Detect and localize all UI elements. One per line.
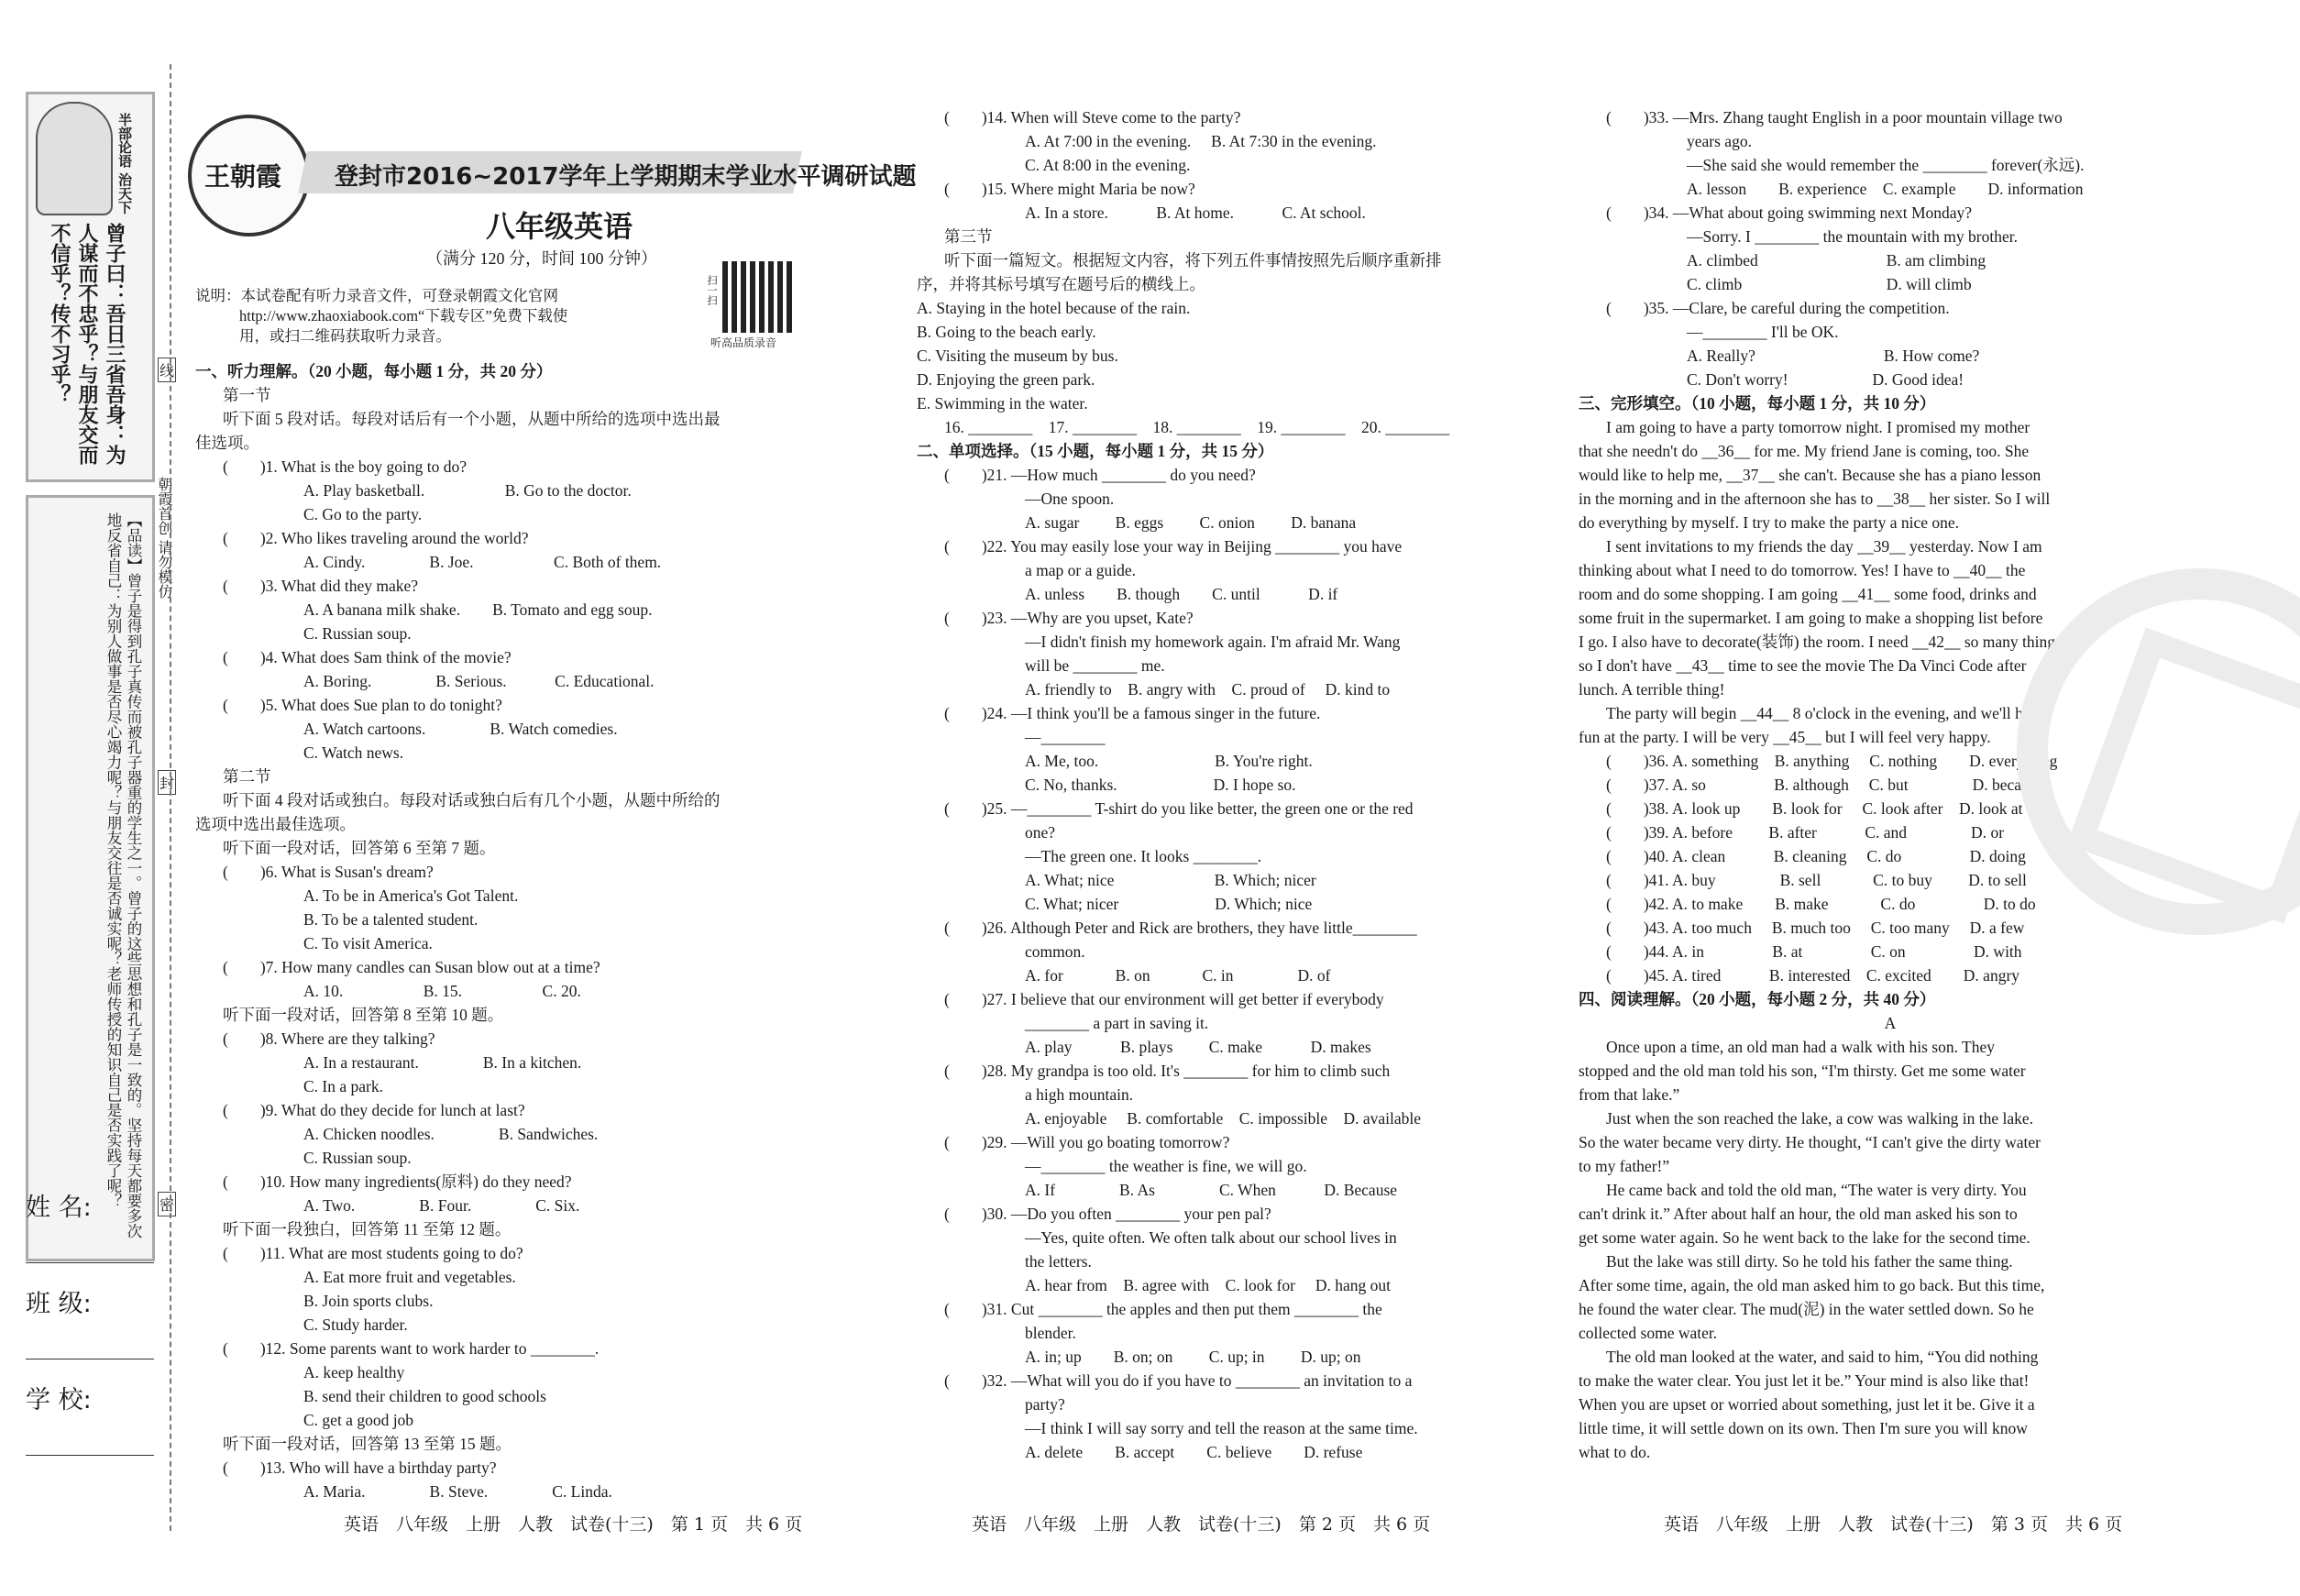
- page3-line: in the morning and in the afternoon she has to __38__ her sister. So I will: [1579, 490, 2051, 508]
- school-label: 学 校:: [26, 1386, 92, 1414]
- page3-line: 三、完形填空。（10 小题，每小题 1 分，共 10 分）: [1579, 394, 1936, 413]
- page1-line: C. Watch news.: [303, 743, 404, 762]
- page3-line: ( )34. —What about going swimming next Monday?: [1606, 204, 1973, 222]
- page1-line: A. Cindy. B. Joe. C. Both of them.: [303, 553, 662, 571]
- page1-line: A. Boring. B. Serious. C. Educational.: [303, 672, 655, 690]
- page1-line: ( )8. Where are they talking?: [223, 1029, 435, 1048]
- page2-line: C. Visiting the museum by bus.: [917, 347, 1118, 365]
- page3-line: that she needn't do __36__ for me. My friend Jane is coming, too. She: [1579, 442, 2030, 460]
- page1-line: A. keep healthy: [303, 1363, 405, 1381]
- page3-line: to my father!”: [1579, 1157, 1670, 1175]
- page2-line: —I think I will say sorry and tell the reason at the same time.: [1025, 1419, 1418, 1437]
- page1-line: 第二节: [223, 767, 271, 786]
- strip-quote: 曾子曰：吾日三省吾身：为人谋而不忠乎？与朋友交而不信乎？传不习乎？: [48, 223, 126, 465]
- exam-score-time: （满分 120 分，时间 100 分钟）: [426, 249, 657, 268]
- page3-line: he found the water clear. The mud(泥) in the water settled down. So he: [1579, 1300, 2034, 1318]
- page3-line: He came back and told the old man, “The water is very dirty. You: [1606, 1181, 2027, 1199]
- strip-side-b: 【品读】曾子是得到孔子真传而被孔子器重的学生之一。曾子的这些思想和孔子是一致的。坚持每天都要多次地反省自己：为别人做事是否尽心竭力呢？与朋友交往是否诚实呢？老师传授的知识自己是否实践了呢？: [105, 512, 142, 1238]
- page3-line: thinking about what I need to do tomorrow. Yes! I have to __40__ the: [1579, 561, 2026, 579]
- page3-line: ( )33. —Mrs. Zhang taught English in a poor mountain village two: [1606, 108, 2063, 127]
- page3-line: ( )37. A. so B. although C. but D. because: [1606, 776, 2043, 794]
- seal-mark-1: 线: [158, 358, 176, 382]
- page2-line: will be ________ me.: [1025, 656, 1165, 675]
- page1-line: A. Maria. B. Steve. C. Linda.: [303, 1482, 612, 1501]
- page3-line: I go. I also have to decorate(装饰) the room. I need __42__ so many things,: [1579, 633, 2066, 651]
- page3-line: would like to help me, __37__ she can't. Because she has a piano lesson: [1579, 466, 2041, 484]
- page1-line: ( )2. Who likes traveling around the world?: [223, 529, 529, 547]
- page2-line: A. enjoyable B. comfortable C. impossible D. available: [1025, 1109, 1422, 1128]
- class-label: 班 级:: [26, 1290, 92, 1318]
- page3-line: —Sorry. I ________ the mountain with my brother.: [1687, 227, 2018, 246]
- page2-line: —I didn't finish my homework again. I'm afraid Mr. Wang: [1025, 633, 1401, 651]
- page2-line: A. Me, too. B. You're right.: [1025, 752, 1313, 770]
- page3-line: to make the water clear. You just let it be.” Your mind is also like that!: [1579, 1371, 2030, 1390]
- page3-line: collected some water.: [1579, 1324, 1718, 1342]
- page1-line: A. 10. B. 15. C. 20.: [303, 982, 581, 1000]
- page1-line: ( )9. What do they decide for lunch at last?: [223, 1101, 525, 1119]
- page2-line: A. delete B. accept C. believe D. refuse: [1025, 1443, 1363, 1461]
- page3-line: ( )36. A. something B. anything C. nothing D. everything: [1606, 752, 2058, 770]
- page3-line: so I don't have __43__ time to see the movie The Da Vinci Code after: [1579, 656, 2027, 675]
- page2-line: common.: [1025, 942, 1085, 961]
- page3-line: When you are upset or worried about something, just let it be. Give it a: [1579, 1395, 2035, 1414]
- page1-line: ( )13. Who will have a birthday party?: [223, 1458, 497, 1477]
- page2-line: 二、单项选择。（15 小题，每小题 1 分，共 15 分）: [917, 442, 1274, 460]
- page2-line: C. What; nicer D. Which; nice: [1025, 895, 1313, 913]
- page2-line: ( )22. You may easily lose your way in Beijing ________ you have: [944, 537, 1403, 556]
- page2-line: A. friendly to B. angry with C. proud of D. kind to: [1025, 680, 1391, 699]
- page1-line: ( )12. Some parents want to work harder to ________.: [223, 1339, 600, 1358]
- page3-line: do everything by myself. I try to make the party a nice one.: [1579, 513, 1960, 532]
- page2-line: A. If B. As C. When D. Because: [1025, 1181, 1398, 1199]
- exam-subject: 八年级英语: [486, 209, 633, 244]
- page3-line: what to do.: [1579, 1443, 1651, 1461]
- page1-line: A. Two. B. Four. C. Six.: [303, 1196, 580, 1215]
- cartoon-quote-box: [26, 92, 155, 482]
- page3-line: little time, it will settle down on its own. Then I'm sure you will know: [1579, 1419, 2028, 1437]
- page1-line: 选项中选出最佳选项。: [195, 815, 356, 833]
- page2-line: 第三节: [944, 227, 993, 246]
- page1-line: B. To be a talented student.: [303, 910, 479, 929]
- page1-line: ( )4. What does Sam think of the movie?: [223, 648, 512, 666]
- page1-line: ( )5. What does Sue plan to do tonight?: [223, 696, 502, 714]
- strip-top-vertical: 半部论语 治天下: [116, 113, 133, 215]
- school-field[interactable]: [26, 1418, 154, 1456]
- cut-line: [170, 64, 171, 1531]
- page2-line: 序，并将其标号填写在题号后的横线上。: [917, 275, 1205, 293]
- page2-line: ( )24. —I think you'll be a famous singer in the future.: [944, 704, 1321, 722]
- page3-line: A: [1884, 1014, 1897, 1032]
- seal-mark-3: 密: [158, 1192, 176, 1216]
- page2-line: ( )15. Where might Maria be now?: [944, 180, 1195, 198]
- page1-line: A. A banana milk shake. B. Tomato and egg soup.: [303, 600, 653, 619]
- page3-line: lunch. A terrible thing!: [1579, 680, 1725, 699]
- page1-line: 听下面一段独白，回答第 11 至第 12 题。: [223, 1220, 512, 1238]
- page3-line: C. climb D. will climb: [1687, 275, 1972, 293]
- page3-line: fun at the party. I will be very __45__ but I will feel very happy.: [1579, 728, 1991, 746]
- page2-line: —________: [1025, 728, 1106, 746]
- page2-line: —________ the weather is fine, we will go.: [1025, 1157, 1307, 1175]
- page2-line: the letters.: [1025, 1252, 1092, 1271]
- page2-line: 16. ________ 17. ________ 18. ________ 19. ________ 20. ________: [944, 418, 1450, 436]
- page-1-column: [195, 359, 819, 1503]
- page3-line: ( )43. A. too much B. much too C. too many D. a few: [1606, 919, 2025, 937]
- page2-line: ( )23. —Why are you upset, Kate?: [944, 609, 1194, 627]
- page2-line: A. Staying in the hotel because of the rain.: [917, 299, 1191, 317]
- page3-line: ( )45. A. tired B. interested C. excited D. angry: [1606, 966, 2020, 985]
- page3-line: Once upon a time, an old man had a walk with his son. They: [1606, 1038, 1995, 1056]
- page2-line: ( )29. —Will you go boating tomorrow?: [944, 1133, 1230, 1151]
- student-info: [26, 1187, 163, 1476]
- footer-page-1: 英语 八年级 上册 人教 试卷(十三) 第 1 页 共 6 页: [344, 1514, 803, 1535]
- page3-line: room and do some shopping. I am going __41__ some food, drinks and: [1579, 585, 2037, 603]
- page1-line: B. Join sports clubs.: [303, 1292, 434, 1310]
- footer-page-3: 英语 八年级 上册 人教 试卷(十三) 第 3 页 共 6 页: [1664, 1514, 2123, 1535]
- page1-line: B. send their children to good schools: [303, 1387, 546, 1405]
- page1-line: A. Chicken noodles. B. Sandwiches.: [303, 1125, 599, 1143]
- class-field[interactable]: [26, 1322, 154, 1359]
- page1-line: 一、听力理解。（20 小题，每小题 1 分，共 20 分）: [195, 362, 553, 380]
- exam-title: 登封市2016~2017学年上学期期末学业水平调研试题: [335, 163, 917, 191]
- page1-line: C. Russian soup.: [303, 624, 412, 643]
- page2-line: A. At 7:00 in the evening. B. At 7:30 in the evening.: [1025, 132, 1377, 150]
- page2-line: A. sugar B. eggs C. onion D. banana: [1025, 513, 1357, 532]
- page2-line: D. Enjoying the green park.: [917, 370, 1095, 389]
- page3-line: years ago.: [1687, 132, 1752, 150]
- explain-line: 用，或扫二维码获取听力录音。: [239, 327, 451, 345]
- page2-line: a high mountain.: [1025, 1085, 1134, 1104]
- qr-side-text: 扫一扫: [706, 275, 717, 305]
- page2-line: C. No, thanks. D. I hope so.: [1025, 776, 1296, 794]
- explain-line: 说明：本试卷配有听力录音文件，可登录朝霞文化官网: [195, 287, 558, 304]
- page2-line: ( )28. My grandpa is too old. It's ________ for him to climb such: [944, 1062, 1391, 1080]
- page2-line: one?: [1025, 823, 1056, 842]
- page2-line: ( )26. Although Peter and Rick are brothers, they have little________: [944, 919, 1417, 937]
- page1-line: C. Go to the party.: [303, 505, 423, 523]
- page3-line: ( )41. A. buy B. sell C. to buy D. to sell: [1606, 871, 2027, 889]
- page1-line: C. In a park.: [303, 1077, 383, 1095]
- explain-line: http://www.zhaoxiabook.com“下载专区”免费下载使: [239, 307, 568, 325]
- page3-line: I am going to have a party tomorrow night. I promised my mother: [1606, 418, 2030, 436]
- page2-line: ( )27. I believe that our environment will get better if everybody: [944, 990, 1384, 1008]
- page1-line: ( )11. What are most students going to do?: [223, 1244, 523, 1262]
- page1-line: 听下面一段对话，回答第 6 至第 7 题。: [223, 839, 496, 857]
- page2-line: ( )14. When will Steve come to the party?: [944, 108, 1241, 127]
- page1-line: C. Study harder.: [303, 1315, 408, 1334]
- page2-line: A. in; up B. on; on C. up; in D. up; on: [1025, 1348, 1361, 1366]
- page-2-column: [917, 105, 1513, 1464]
- page3-line: The old man looked at the water, and said to him, “You did nothing: [1606, 1348, 2039, 1366]
- page3-line: Just when the son reached the lake, a cow was walking in the lake.: [1606, 1109, 2034, 1128]
- page2-line: A. play B. plays C. make D. makes: [1025, 1038, 1371, 1056]
- qr-code-icon[interactable]: [722, 261, 794, 333]
- page2-line: ( )31. Cut ________ the apples and then put them ________ the: [944, 1300, 1382, 1318]
- page2-line: A. unless B. though C. until D. if: [1025, 585, 1338, 603]
- page1-line: A. To be in America's Got Talent.: [303, 886, 519, 905]
- page1-line: 佳选项。: [195, 434, 259, 452]
- page3-line: But the lake was still dirty. So he told his father the same thing.: [1606, 1252, 2013, 1271]
- publisher-logo: [188, 115, 310, 237]
- page2-line: ________ a part in saving it.: [1025, 1014, 1209, 1032]
- page3-line: A. Really? B. How come?: [1687, 347, 1980, 365]
- page3-line: some fruit in the supermarket. I am going to make a shopping list before: [1579, 609, 2043, 627]
- page2-line: ( )30. —Do you often ________ your pen pal?: [944, 1205, 1271, 1223]
- page2-line: ( )25. —________ T-shirt do you like better, the green one or the red: [944, 799, 1414, 818]
- page3-line: stopped and the old man told his son, “I'm thirsty. Get me some water: [1579, 1062, 2026, 1080]
- qr-label: 听高品质录音: [710, 336, 777, 349]
- page1-line: ( )10. How many ingredients(原料) do they need?: [223, 1172, 572, 1191]
- page3-line: —________ I'll be OK.: [1687, 323, 1839, 341]
- page1-line: A. Play basketball. B. Go to the doctor.: [303, 481, 632, 500]
- page2-line: B. Going to the beach early.: [917, 323, 1096, 341]
- page2-line: ( )32. —What will you do if you have to ________ an invitation to a: [944, 1371, 1413, 1390]
- page3-line: So the water became very dirty. He thought, “I can't give the dirty water: [1579, 1133, 2041, 1151]
- page1-line: C. get a good job: [303, 1411, 414, 1429]
- page3-line: C. Don't worry! D. Good idea!: [1687, 370, 1964, 389]
- page2-line: 听下面一篇短文。根据短文内容，将下列五件事情按照先后顺序重新排: [944, 251, 1442, 270]
- cartoon-figure: [36, 102, 113, 215]
- page2-line: A. In a store. B. At home. C. At school.: [1025, 204, 1366, 222]
- strip-side-a: 朝霞首创 请勿模仿: [156, 477, 173, 600]
- page1-line: A. In a restaurant. B. In a kitchen.: [303, 1053, 582, 1072]
- page3-line: —She said she would remember the ________ forever(永远).: [1687, 156, 2085, 174]
- name-label: 姓 名:: [26, 1194, 92, 1222]
- page2-line: party?: [1025, 1395, 1065, 1414]
- page3-line: A. climbed B. am climbing: [1687, 251, 1986, 270]
- page2-line: a map or a guide.: [1025, 561, 1136, 579]
- page3-line: ( )44. A. in B. at C. on D. with: [1606, 942, 2022, 961]
- page3-line: can't drink it.” After about half an hour, the old man asked his son to: [1579, 1205, 2018, 1223]
- page2-line: A. for B. on C. in D. of: [1025, 966, 1331, 985]
- page3-line: get some water again. So he went back to the lake for the second time.: [1579, 1228, 2030, 1247]
- page3-line: A. lesson B. experience C. example D. information: [1687, 180, 2084, 198]
- page2-line: —The green one. It looks ________.: [1025, 847, 1262, 865]
- page3-line: After some time, again, the old man asked him to go back. But this time,: [1579, 1276, 2045, 1294]
- page2-line: —Yes, quite often. We often talk about our school lives in: [1025, 1228, 1397, 1247]
- page1-line: ( )1. What is the boy going to do?: [223, 457, 468, 476]
- page1-line: ( )3. What did they make?: [223, 577, 419, 595]
- page2-line: A. What; nice B. Which; nicer: [1025, 871, 1316, 889]
- page3-line: ( )38. A. look up B. look for C. look after D. look at: [1606, 799, 2023, 818]
- page3-line: ( )35. —Clare, be careful during the competition.: [1606, 299, 1950, 317]
- page1-line: A. Watch cartoons. B. Watch comedies.: [303, 720, 618, 738]
- footer-page-2: 英语 八年级 上册 人教 试卷(十三) 第 2 页 共 6 页: [972, 1514, 1431, 1535]
- page3-line: I sent invitations to my friends the day __39__ yesterday. Now I am: [1606, 537, 2042, 556]
- page2-line: blender.: [1025, 1324, 1076, 1342]
- page3-line: 四、阅读理解。（20 小题，每小题 2 分，共 40 分）: [1579, 990, 1936, 1008]
- page3-line: ( )42. A. to make B. make C. do D. to do: [1606, 895, 2036, 913]
- page2-line: —One spoon.: [1025, 490, 1115, 508]
- seal-mark-2: 封: [158, 770, 176, 795]
- page3-line: ( )39. A. before B. after C. and D. or: [1606, 823, 2005, 842]
- page1-line: 听下面 5 段对话。每段对话后有一个小题，从题中所给的选项中选出最: [223, 410, 721, 428]
- page3-line: from that lake.”: [1579, 1085, 1680, 1104]
- exam-explanation: [195, 286, 709, 347]
- page2-line: C. At 8:00 in the evening.: [1025, 156, 1191, 174]
- page1-line: A. Eat more fruit and vegetables.: [303, 1268, 516, 1286]
- page1-line: 第一节: [223, 386, 271, 404]
- page2-line: A. hear from B. agree with C. look for D. hang out: [1025, 1276, 1392, 1294]
- page1-line: ( )7. How many candles can Susan blow out at a time?: [223, 958, 600, 976]
- page1-line: C. Russian soup.: [303, 1149, 412, 1167]
- page1-line: 听下面一段对话，回答第 8 至第 10 题。: [223, 1006, 504, 1024]
- page3-line: The party will begin __44__ 8 o'clock in the evening, and we'll have: [1606, 704, 2046, 722]
- page3-line: ( )40. A. clean B. cleaning C. do D. doing: [1606, 847, 2026, 865]
- page2-line: E. Swimming in the water.: [917, 394, 1088, 413]
- page1-line: 听下面 4 段对话或独白。每段对话或独白后有几个小题，从题中所给的: [223, 791, 721, 809]
- strip-reading-box: [26, 495, 155, 1261]
- page1-line: C. To visit America.: [303, 934, 433, 952]
- page2-line: ( )21. —How much ________ do you need?: [944, 466, 1256, 484]
- page1-line: ( )6. What is Susan's dream?: [223, 863, 434, 881]
- name-field[interactable]: [26, 1226, 154, 1263]
- logo-text: 王朝霞: [204, 161, 282, 192]
- page1-line: 听下面一段对话，回答第 13 至第 15 题。: [223, 1435, 512, 1453]
